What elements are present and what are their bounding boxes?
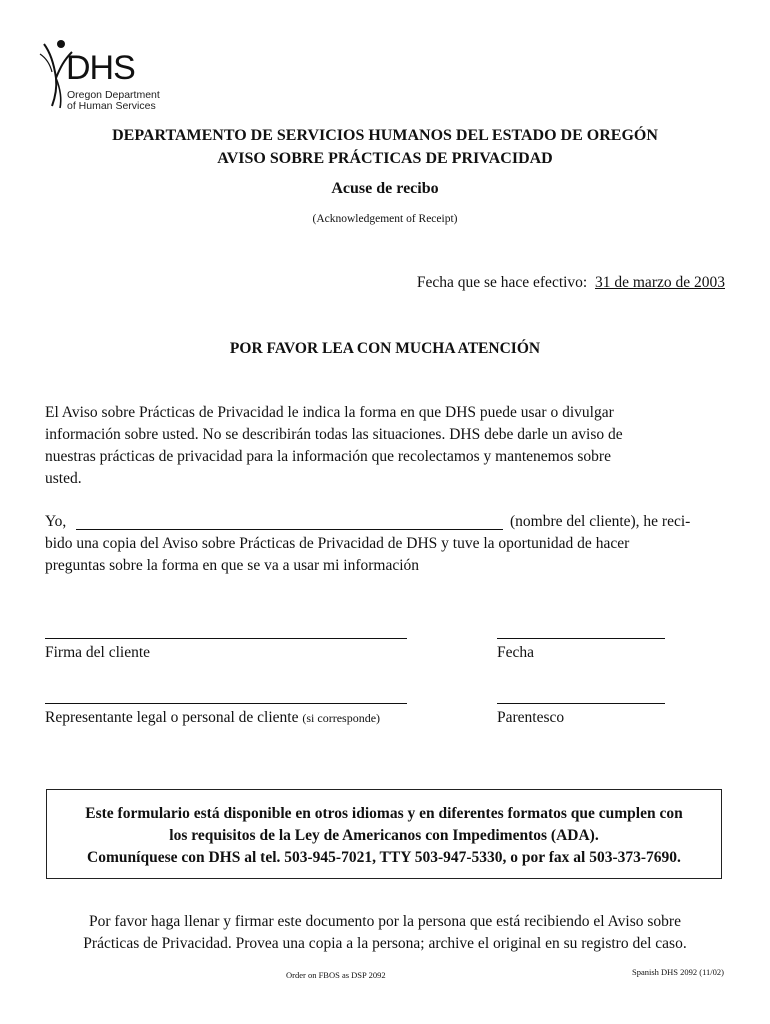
effective-date-label: Fecha que se hace efectivo: xyxy=(416,274,588,291)
intro-paragraph xyxy=(45,402,623,490)
effective-date-value: 31 de marzo de 2003 xyxy=(595,274,725,291)
representative-note: (si corresponde) xyxy=(302,711,381,725)
representative-signature-field[interactable] xyxy=(45,703,407,704)
receipt-subtitle: (Acknowledgement of Receipt) xyxy=(312,213,458,225)
logo-org-line2: of Human Services xyxy=(67,100,156,112)
instructions-line: Prácticas de Privacidad. Provea una copia a la persona; archive el original en su registro del caso. xyxy=(83,935,687,952)
please-read-heading: POR FAVOR LEA CON MUCHA ATENCIÓN xyxy=(229,340,541,357)
logo-org-line1: Oregon Department xyxy=(67,89,160,101)
instructions-line: Por favor haga llenar y firmar este documento por la persona que está recibiendo el Aviso sobre xyxy=(89,913,681,930)
intro-line: nuestras prácticas de privacidad para la información que recolectamos y mantenemos sobre xyxy=(45,448,611,465)
availability-line: Comuníquese con DHS al tel. 503-945-7021, TTY 503-947-5330, o por fax al 503-373-7690. xyxy=(87,849,681,866)
statement-line: preguntas sobre la forma en que se va a usar mi información xyxy=(45,557,420,574)
logo-acronym: DHS xyxy=(66,49,135,87)
statement-suffix: (nombre del cliente), he reci- xyxy=(510,513,691,530)
order-note: Order on FBOS as DSP 2092 xyxy=(286,970,386,980)
representative-label-row xyxy=(45,707,380,729)
relationship-field[interactable] xyxy=(497,703,665,704)
instructions-paragraph xyxy=(0,911,770,955)
availability-line: Este formulario está disponible en otros idiomas y en diferentes formatos que cumplen con xyxy=(85,805,683,822)
acknowledgement-statement xyxy=(45,511,735,577)
effective-date-row xyxy=(417,272,725,294)
intro-line: El Aviso sobre Prácticas de Privacidad le indica la forma en que DHS puede usar o divulgar xyxy=(45,404,614,421)
statement-prefix: Yo, xyxy=(45,513,67,530)
client-signature-field[interactable] xyxy=(45,638,407,639)
department-title: DEPARTAMENTO DE SERVICIOS HUMANOS DEL ESTADO DE OREGÓN xyxy=(112,127,658,144)
intro-line: información sobre usted. No se describirán todas las situaciones. DHS debe darle un aviso de xyxy=(45,426,623,443)
dhs-logo xyxy=(38,38,168,116)
notice-title: AVISO SOBRE PRÁCTICAS DE PRIVACIDAD xyxy=(217,150,553,167)
availability-notice-box xyxy=(46,789,722,879)
representative-label: Representante legal o personal de cliente xyxy=(45,709,299,726)
intro-line: usted. xyxy=(45,470,82,487)
signature-date-label: Fecha xyxy=(497,644,535,661)
form-id: Spanish DHS 2092 (11/02) xyxy=(631,967,724,977)
receipt-title: Acuse de recibo xyxy=(331,180,439,197)
client-signature-label: Firma del cliente xyxy=(45,644,151,661)
relationship-label: Parentesco xyxy=(497,709,565,726)
client-name-field[interactable] xyxy=(76,529,503,530)
statement-line: bido una copia del Aviso sobre Prácticas de Privacidad de DHS y tuve la oportunidad de hacer xyxy=(45,535,630,552)
availability-line: los requisitos de la Ley de Americanos con Impedimentos (ADA). xyxy=(169,827,599,844)
signature-date-field[interactable] xyxy=(497,638,665,639)
